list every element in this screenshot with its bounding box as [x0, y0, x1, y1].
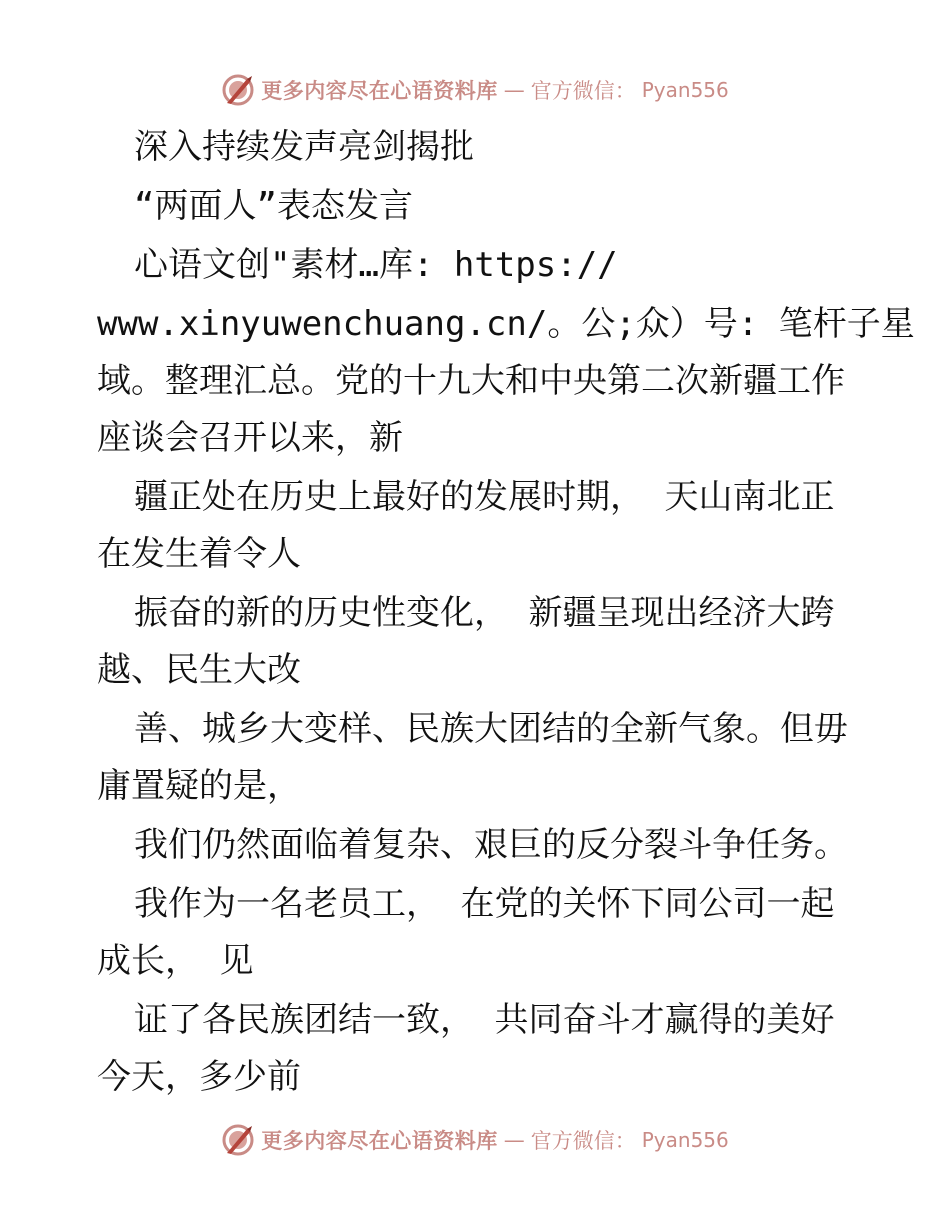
footer-banner: [0, 1120, 950, 1160]
body-line: 成长， 见: [97, 941, 254, 981]
body-line: 在发生着令人: [97, 534, 301, 574]
body-line: 我作为一名老员工， 在党的关怀下同公司一起: [134, 884, 835, 924]
quill-logo-icon: [221, 73, 255, 107]
body-line: 心语文创"素材…库: https://: [134, 245, 618, 285]
body-line: 疆正处在历史上最好的发展时期， 天山南北正: [134, 477, 835, 517]
header-banner-separator: —: [503, 78, 525, 102]
body-line: 振奋的新的历史性变化， 新疆呈现出经济大跨: [134, 593, 835, 633]
body-line: 庸置疑的是，: [97, 766, 301, 806]
header-wechat-id: Pyan556: [641, 78, 729, 102]
header-banner: [0, 70, 950, 110]
footer-banner-separator: —: [503, 1128, 525, 1152]
body-line: 越、民生大改: [97, 650, 301, 690]
body-line-title: 深入持续发声亮剑揭批: [134, 127, 474, 167]
body-line: 今天，多少前: [97, 1057, 301, 1097]
body-line: 座谈会召开以来，新: [97, 418, 403, 458]
header-banner-text: 更多内容尽在心语资料库: [261, 78, 498, 103]
header-wechat-label: 官方微信：: [530, 79, 636, 103]
body-line: 证了各民族团结一致， 共同奋斗才赢得的美好: [134, 1000, 835, 1040]
body-line: www.xinyuwenchuang.cn/。公;众）号: 笔杆子星: [97, 304, 915, 344]
footer-wechat-label: 官方微信：: [530, 1129, 636, 1153]
body-line: 善、城乡大变样、民族大团结的全新气象。但毋: [134, 709, 848, 749]
footer-wechat-id: Pyan556: [641, 1128, 729, 1152]
footer-banner-text: 更多内容尽在心语资料库: [261, 1128, 498, 1153]
body-line-subtitle: “两面人”表态发言: [134, 186, 413, 226]
quill-logo-icon: [221, 1123, 255, 1157]
body-line: 域。整理汇总。党的十九大和中央第二次新疆工作: [97, 361, 845, 401]
body-line: 我们仍然面临着复杂、艰巨的反分裂斗争任务。: [134, 825, 848, 865]
